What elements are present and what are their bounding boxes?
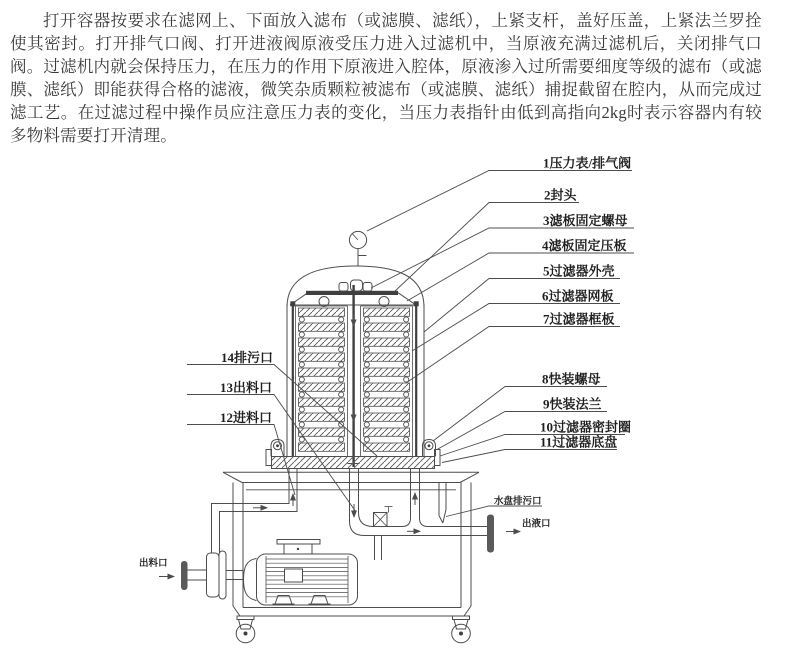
caster-left bbox=[236, 616, 255, 643]
label-inlet-port: 12进料口 bbox=[220, 410, 273, 425]
pump bbox=[181, 551, 244, 599]
label-material-outlet: 出料口 bbox=[139, 559, 168, 569]
label-head: 2封头 bbox=[544, 187, 577, 203]
label-plate-nut: 3滤板固定螺母 bbox=[543, 213, 628, 228]
label-outlet-port: 13出料口 bbox=[220, 380, 273, 395]
label-clamp-nut: 8快装螺母 bbox=[542, 371, 601, 387]
part-labels bbox=[139, 156, 631, 570]
label-mesh-plate: 6过滤器网板 bbox=[542, 288, 614, 304]
label-frame-plate: 7过滤器框板 bbox=[543, 311, 615, 327]
fixing-nuts bbox=[339, 280, 372, 291]
liquid-outlet-flange bbox=[487, 515, 494, 553]
label-base-plate: 11过滤器底盘 bbox=[540, 434, 618, 450]
motor bbox=[244, 540, 358, 606]
clamp-bracket-left bbox=[271, 440, 284, 457]
suction-flange bbox=[181, 561, 188, 590]
filter-machine-diagram bbox=[0, 130, 790, 660]
cart-frame bbox=[233, 483, 471, 617]
center-rod bbox=[348, 285, 360, 467]
tray-drain-funnel bbox=[439, 483, 446, 524]
label-pressure-gauge: 1压力表/排气阀 bbox=[543, 155, 632, 171]
label-clamp-flange: 9快装法兰 bbox=[543, 396, 602, 412]
label-shell: 5过滤器外壳 bbox=[543, 263, 615, 279]
vessel-dome bbox=[287, 266, 424, 307]
label-plate-press: 4滤板固定压板 bbox=[542, 238, 627, 253]
intro-paragraph: 打开容器按要求在滤网上、下面放入滤布（或滤膜、滤纸），上紧支杆，盖好压盖，上紧法兰罗拴使其密封。打开排气口阀、打开进液阀原液受压力进入过滤机中，当原液充满过滤机后，关闭排气口阀。过滤机内就会保持压力，在压力的作用下原液进入腔体，原液渗入过所需要细度等级的滤布（或滤膜、滤纸）即能获得合格的滤液，微笑杂质颗粒被滤布（或滤膜、滤纸）捕捉截留在腔内，从而完成过滤工艺。在过滤过程中操作员应注意压力表的变化，当压力表指针由低到高指向2kg时表示容器内有较多物料需要打开清理。 bbox=[10, 11, 762, 145]
water-tray bbox=[223, 472, 479, 490]
label-drain-port: 14排污口 bbox=[221, 350, 274, 365]
label-seal-ring: 10过滤器密封圈 bbox=[540, 419, 632, 435]
flow-annotations bbox=[159, 506, 542, 577]
pressure-gauge-icon bbox=[349, 231, 366, 266]
label-liquid-outlet: 出液口 bbox=[522, 519, 551, 530]
motor-fins bbox=[266, 559, 348, 597]
label-tray-drain: 水盘排污口 bbox=[494, 497, 542, 507]
drain-valve-icon bbox=[374, 507, 393, 527]
caster-right bbox=[452, 616, 471, 643]
